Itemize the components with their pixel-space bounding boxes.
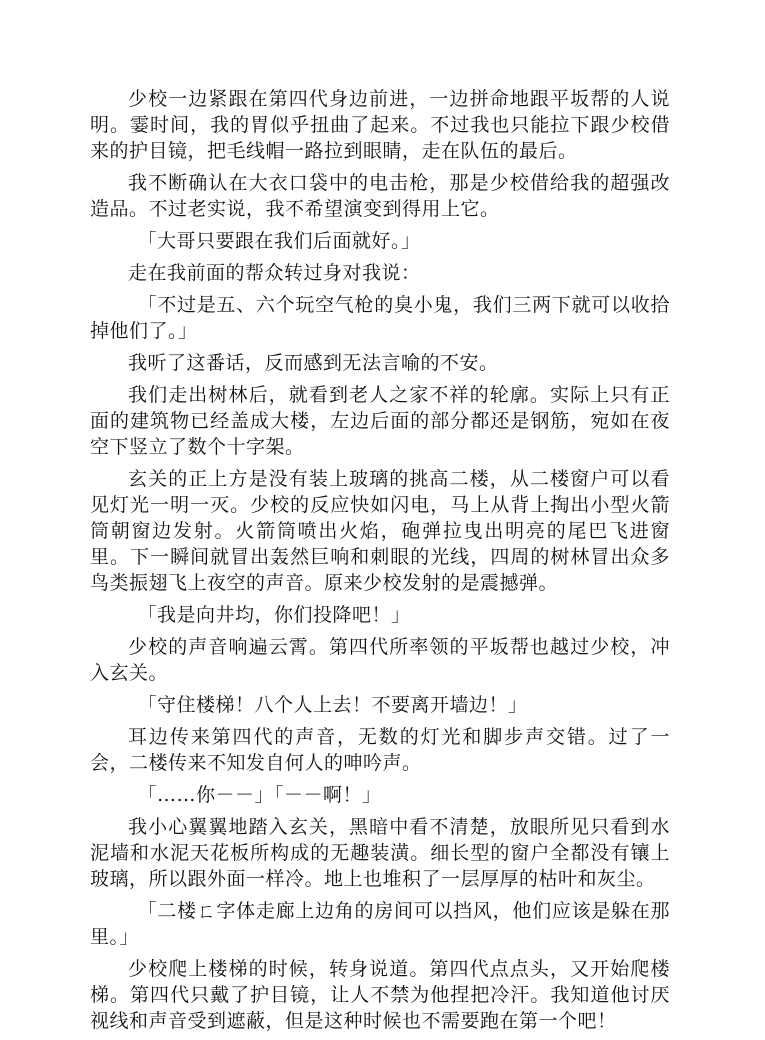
paragraph-4: 我听了这番话，反而感到无法言喻的不安。 <box>128 352 499 374</box>
paragraph-3: 走在我前面的帮众转过身对我说： <box>128 262 421 284</box>
paragraph-9: 我小心翼翼地踏入玄关，黑暗中看不清楚，放眼所见只看到水泥墙和水泥天花板所构成的无趣装潢。细长型的窗户全都没有镶上玻璃，所以跟外面一样冷。地上也堆积了一层厚厚的枯叶和灰尘。 <box>90 816 670 890</box>
paragraph-8: 耳边传来第四代的声音，无数的灯光和脚步声交错。过了一会，二楼传来不知发自何人的呻吟声。 <box>90 726 670 774</box>
dialogue-5: 「……你－－」「－－啊！」 <box>137 784 382 806</box>
dialogue-3: 「我是向井均，你们投降吧！」 <box>137 604 411 626</box>
paragraph-10: 少校爬上楼梯的时候，转身说道。第四代点点头，又开始爬楼梯。第四代只戴了护目镜，让人不禁为他捏把冷汗。我知道他讨厌视线和声音受到遮蔽，但是这种时候也不需要跑在第一个吧！ <box>90 958 670 1032</box>
dialogue-6: 「二楼ㄈ字体走廊上边角的房间可以挡风，他们应该是躲在那里。」 <box>90 900 670 948</box>
dialogue-1: 「大哥只要跟在我们后面就好。」 <box>137 230 421 252</box>
dialogue-2: 「不过是五、六个玩空气枪的臭小鬼，我们三两下就可以收拾掉他们了。」 <box>90 294 670 342</box>
novel-page <box>90 86 670 1040</box>
paragraph-5: 我们走出树林后，就看到老人之家不祥的轮廓。实际上只有正面的建筑物已经盖成大楼，左边后面的部分都还是钢筋，宛如在夜空下竖立了数个十字架。 <box>90 384 670 458</box>
dialogue-4: 「守住楼梯！八个人上去！不要离开墙边！」 <box>137 694 528 716</box>
paragraph-1: 少校一边紧跟在第四代身边前进，一边拼命地跟平坂帮的人说明。霎时间，我的胃似乎扭曲了起来。不过我也只能拉下跟少校借来的护目镜，把毛线帽一路拉到眼睛，走在队伍的最后。 <box>90 88 670 162</box>
paragraph-6: 玄关的正上方是没有装上玻璃的挑高二楼，从二楼窗户可以看见灯光一明一灭。少校的反应快如闪电，马上从背上掏出小型火箭筒朝窗边发射。火箭筒喷出火焰，砲弹拉曳出明亮的尾巴飞进窗里。下一瞬间就冒出轰然巨响和刺眼的光线，四周的树林冒出众多鸟类振翅飞上夜空的声音。原来少校发射的是震撼弹。 <box>90 468 670 594</box>
paragraph-2: 我不断确认在大衣口袋中的电击枪，那是少校借给我的超强改造品。不过老实说，我不希望演变到得用上它。 <box>90 172 670 220</box>
paragraph-7: 少校的声音响遍云霄。第四代所率领的平坂帮也越过少校，冲入玄关。 <box>90 636 670 684</box>
